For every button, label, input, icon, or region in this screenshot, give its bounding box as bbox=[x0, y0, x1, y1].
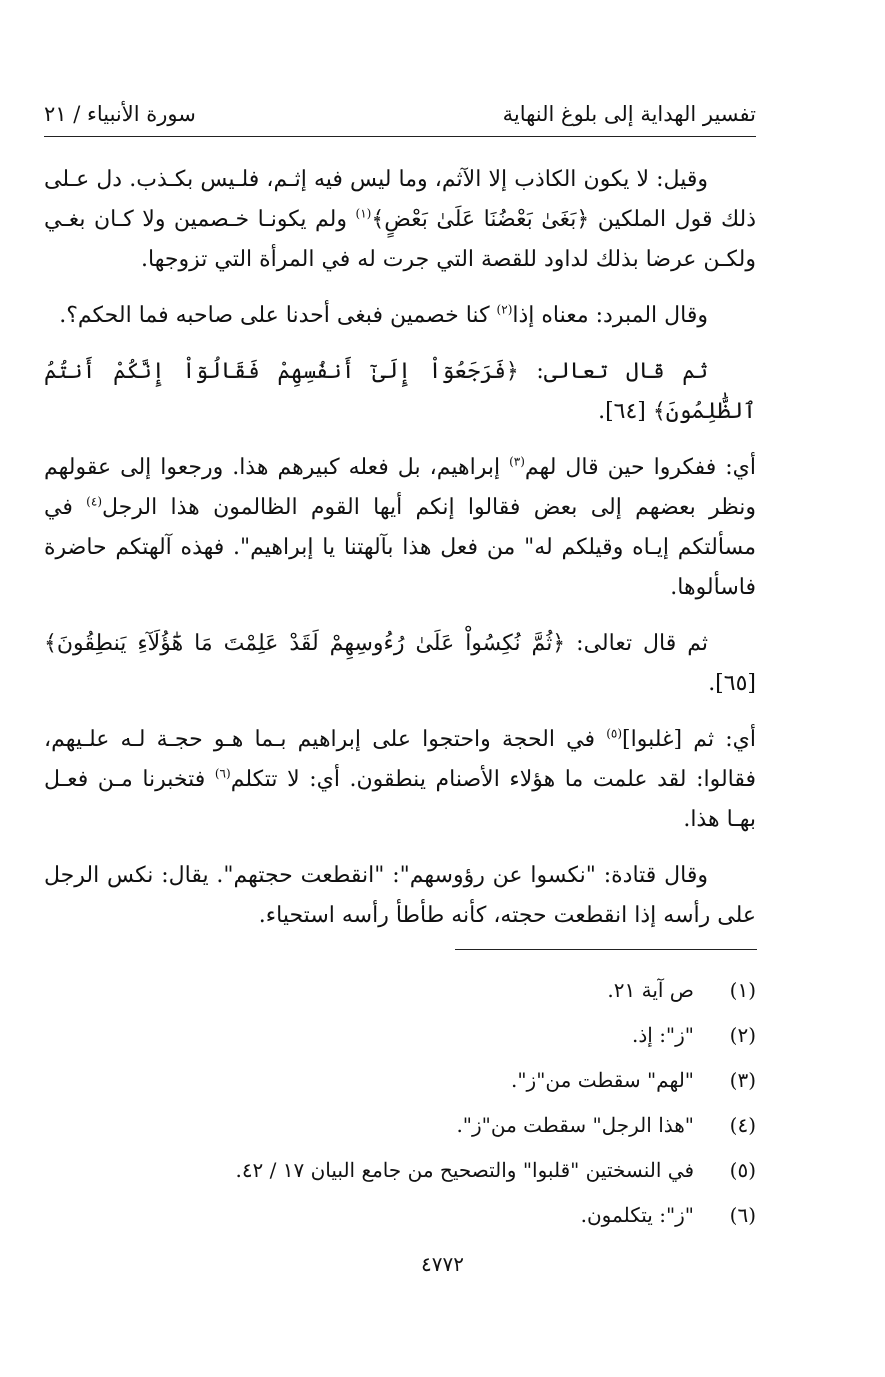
footnote-text: في النسختين "قلبوا" والتصحيح من جامع البيان ١٧ / ٤٢. bbox=[235, 1158, 694, 1182]
footnote-text: "هذا الرجل" سقطت من"ز". bbox=[456, 1113, 694, 1137]
text: ولم يكونـا خـصمين ولا كـان بغـي ولكـن عرضا بذلك لداود للقصة التي جرت له في المرأة التي تزوجها. bbox=[44, 207, 756, 272]
text: أي: ففكروا حين قال لهم bbox=[524, 455, 757, 480]
footnote-text: "ز": يتكلمون. bbox=[580, 1203, 694, 1227]
text: وقال المبرد: معناه إذا bbox=[512, 303, 708, 328]
text: في الحجة واحتجوا على إبراهيم بـما هـو حجـة لـه علـيهم، فقالوا: لقد علمت ما هؤلاء الأصنام ينطقون. أي: لا تتكلم bbox=[44, 727, 757, 792]
paragraph-4 bbox=[44, 448, 756, 608]
paragraph-5 bbox=[44, 624, 756, 704]
footnote-marker: (٥) bbox=[606, 726, 623, 741]
footnote-item bbox=[44, 1065, 756, 1110]
paragraph-2 bbox=[44, 296, 756, 336]
text: ثم قال تعالى: bbox=[565, 631, 708, 656]
header-divider bbox=[44, 136, 756, 137]
footnotes bbox=[44, 975, 756, 1245]
paragraph-1 bbox=[44, 160, 756, 280]
footnote-marker: (٢) bbox=[496, 302, 513, 317]
text: فتخبرنا مـن فعـل بهـا هذا. bbox=[44, 767, 756, 832]
footnote-number: (١) bbox=[729, 978, 756, 1002]
quran-verse: ﴿ثُمَّ نُكِسُواْ عَلَىٰ رُءُوسِهِمْ لَقَدْ عَلِمْتَ مَا هَٰٓؤُلَآءِ يَنطِقُونَ﴾ bbox=[44, 631, 566, 656]
running-header bbox=[44, 98, 756, 136]
book-title: تفسير الهداية إلى بلوغ النهاية bbox=[502, 102, 756, 126]
verse-number: [٦٥]. bbox=[708, 671, 756, 696]
footnote-text: "ز": إذ. bbox=[632, 1023, 694, 1047]
text: وقيل: لا يكون الكاذب إلا الآثم، وما ليس فيه إثـم، فلـيس بكـذب. دل عـلى ذلك قول الملكين bbox=[44, 167, 756, 232]
footnote-item bbox=[44, 1200, 756, 1245]
text: في مسألتكم إيـاه وقيلكم له" من فعل هذا بآلهتنا يا إبراهيم". فهذه آلهتكم حاضرة فاسألوها. bbox=[44, 495, 756, 600]
footnote-item bbox=[44, 1020, 756, 1065]
footnote-divider bbox=[455, 949, 757, 950]
verse-number: [٦٤]. bbox=[598, 399, 653, 424]
quran-verse: ﴿فَرَجَعُوٓاْ إِلَىٰٓ أَنفُسِهِمْ فَقَالُوٓاْ إِنَّكُمْ أَنتُمُ ٱلظَّٰلِمُونَ﴾ bbox=[44, 359, 756, 424]
footnote-number: (٥) bbox=[729, 1158, 756, 1182]
text: أي: ثم [غلبوا] bbox=[622, 727, 756, 752]
footnote-item bbox=[44, 1155, 756, 1200]
footnote-number: (٣) bbox=[729, 1068, 756, 1092]
footnote-marker: (٦) bbox=[214, 766, 231, 781]
paragraph-3 bbox=[44, 352, 756, 432]
footnote-text: ص آية ٢١. bbox=[607, 978, 694, 1002]
footnote-marker: (٣) bbox=[509, 454, 525, 469]
footnote-marker: (١) bbox=[355, 206, 372, 221]
paragraph-7 bbox=[44, 856, 756, 936]
footnote-number: (٦) bbox=[729, 1203, 756, 1227]
page-number: ٤٧٧٢ bbox=[421, 1252, 464, 1276]
text: ثم قال تعالى: bbox=[518, 359, 708, 384]
surah-reference: سورة الأنبياء / ٢١ bbox=[44, 102, 196, 126]
footnote-number: (٤) bbox=[729, 1113, 756, 1137]
text: وقال قتادة: "نكسوا عن رؤوسهم": "انقطعت حجتهم". يقال: نكس الرجل على رأسه إذا انقطعت حجته، كأنه طأطأ رأسه استحياء. bbox=[44, 863, 756, 928]
footnote-marker: (٤) bbox=[86, 494, 102, 509]
main-text bbox=[44, 160, 756, 952]
footnote-item bbox=[44, 1110, 756, 1155]
footnote-text: "لهم" سقطت من"ز". bbox=[510, 1068, 694, 1092]
paragraph-6 bbox=[44, 720, 756, 840]
quran-verse: ﴿بَغَىٰ بَعْضُنَا عَلَىٰ بَعْضٍ﴾ bbox=[371, 207, 590, 232]
text: كنا خصمين فبغى أحدنا على صاحبه فما الحكم؟. bbox=[59, 303, 497, 328]
footnote-number: (٢) bbox=[729, 1023, 756, 1047]
text: إبراهيم، بل فعله كبيرهم هذا. ورجعوا إلى عقولهم ونظر بعضهم إلى بعض فقالوا إنكم أيها القوم الظالمون هذا الرجل bbox=[44, 455, 756, 520]
footnote-item bbox=[44, 975, 756, 1020]
